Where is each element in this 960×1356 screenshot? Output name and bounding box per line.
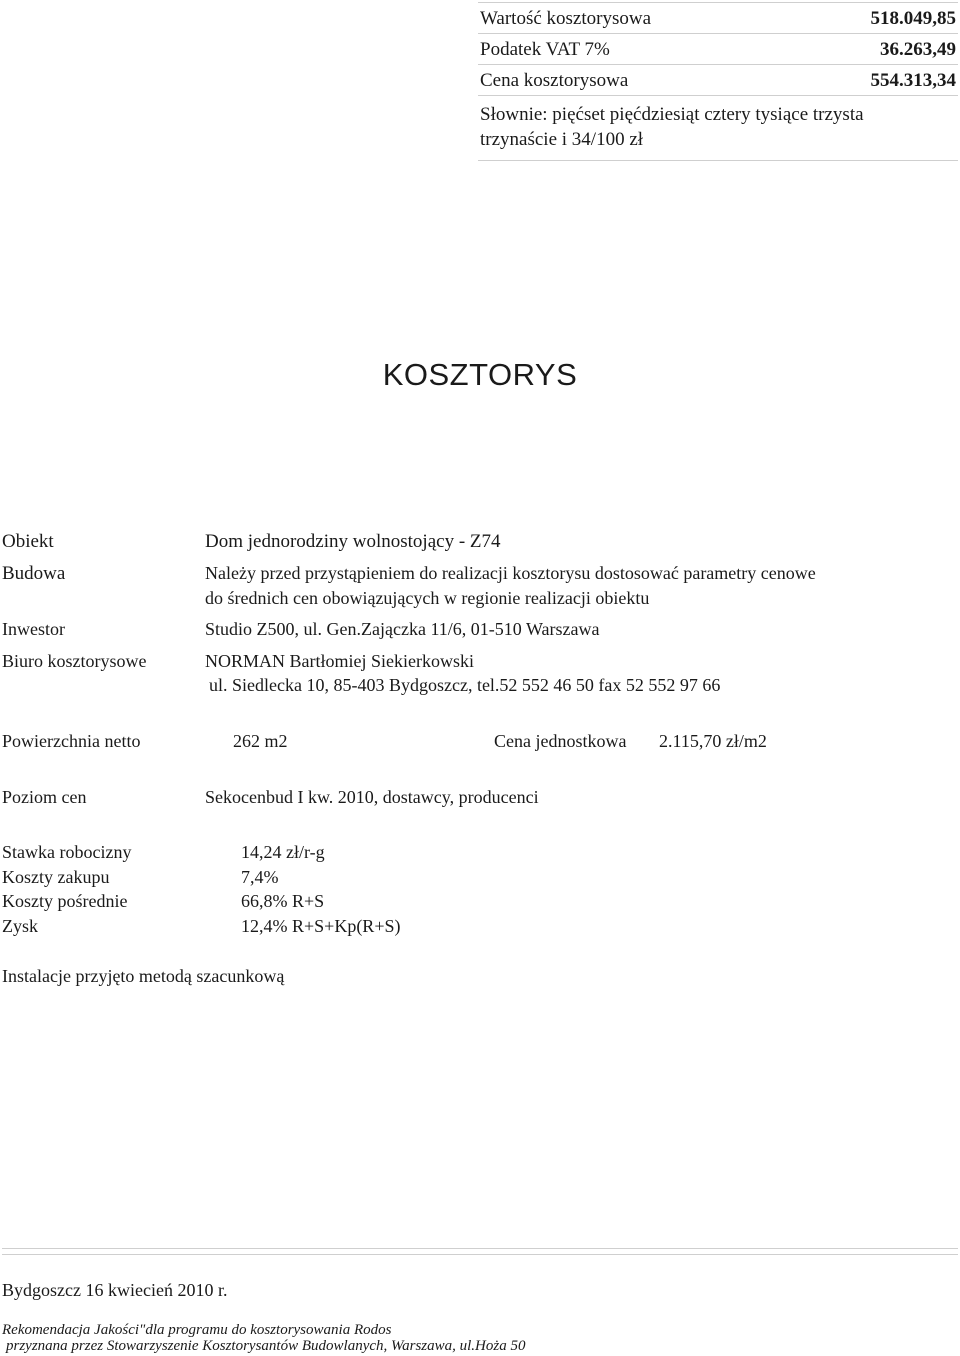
biuro-value-line2: ul. Siedlecka 10, 85-403 Bydgoszcz, tel.52 552 46 50 fax 52 552 97 66 [209, 675, 721, 695]
rate-value: 7,4% [241, 867, 279, 887]
rate-value: 66,8% R+S [241, 891, 325, 911]
unit-price-value: 2.115,70 zł/m2 [659, 731, 767, 751]
summary-row-vat [478, 33, 958, 64]
summary-value: 518.049,85 [870, 8, 956, 29]
footer-line: Rekomendacja Jakości"dla programu do kosztorysowania Rodos [2, 1322, 392, 1338]
biuro-label: Biuro kosztorysowe [2, 651, 147, 671]
summary-row-estimate-value [478, 2, 958, 33]
rate-label: Zysk [2, 916, 38, 936]
biuro-value-line1: NORMAN Bartłomiej Siekierkowski [205, 651, 474, 671]
budowa-value-line2: do średnich cen obowiązujących w regionie realizacji obiektu [205, 588, 650, 608]
cost-summary-box [478, 2, 958, 161]
rate-label: Stawka robocizny [2, 842, 132, 862]
budowa-label: Budowa [2, 563, 66, 584]
divider [2, 1248, 958, 1255]
inwestor-label: Inwestor [2, 619, 65, 639]
unit-price-label: Cena jednostkowa [494, 731, 627, 751]
rate-label: Koszty zakupu [2, 867, 110, 887]
page-title: KOSZTORYS [382, 357, 578, 392]
obiekt-label: Obiekt [2, 531, 54, 552]
area-label: Powierzchnia netto [2, 731, 141, 751]
amount-in-words-line: Słownie: pięćset pięćdziesiąt cztery tysiące trzysta [480, 104, 864, 125]
amount-in-words-line: trzynaście i 34/100 zł [480, 129, 644, 150]
area-value: 262 m2 [233, 731, 288, 751]
date-line: Bydgoszcz 16 kwiecień 2010 r. [2, 1280, 228, 1300]
summary-value: 554.313,34 [870, 70, 956, 91]
summary-label: Wartość kosztorysowa [480, 8, 652, 29]
rate-label: Koszty pośrednie [2, 891, 128, 911]
amount-in-words [478, 95, 958, 161]
summary-label: Podatek VAT 7% [480, 39, 610, 60]
summary-label: Cena kosztorysowa [480, 70, 629, 91]
rate-value: 12,4% R+S+Kp(R+S) [241, 916, 401, 936]
rate-value: 14,24 zł/r-g [241, 842, 325, 862]
price-level-value: Sekocenbud I kw. 2010, dostawcy, producenci [205, 787, 539, 807]
obiekt-value: Dom jednorodziny wolnostojący - Z74 [205, 531, 501, 552]
installations-note: Instalacje przyjęto metodą szacunkową [2, 966, 285, 986]
summary-value: 36.263,49 [880, 39, 956, 60]
budowa-value-line1: Należy przed przystąpieniem do realizacji kosztorysu dostosować parametry cenowe [205, 563, 816, 583]
footer-line: przyznana przez Stowarzyszenie Kosztorysantów Budowlanych, Warszawa, ul.Hoża 50 [6, 1338, 526, 1354]
summary-row-estimate-price [478, 64, 958, 95]
price-level-label: Poziom cen [2, 787, 87, 807]
inwestor-value: Studio Z500, ul. Gen.Zajączka 11/6, 01-510 Warszawa [205, 619, 600, 639]
